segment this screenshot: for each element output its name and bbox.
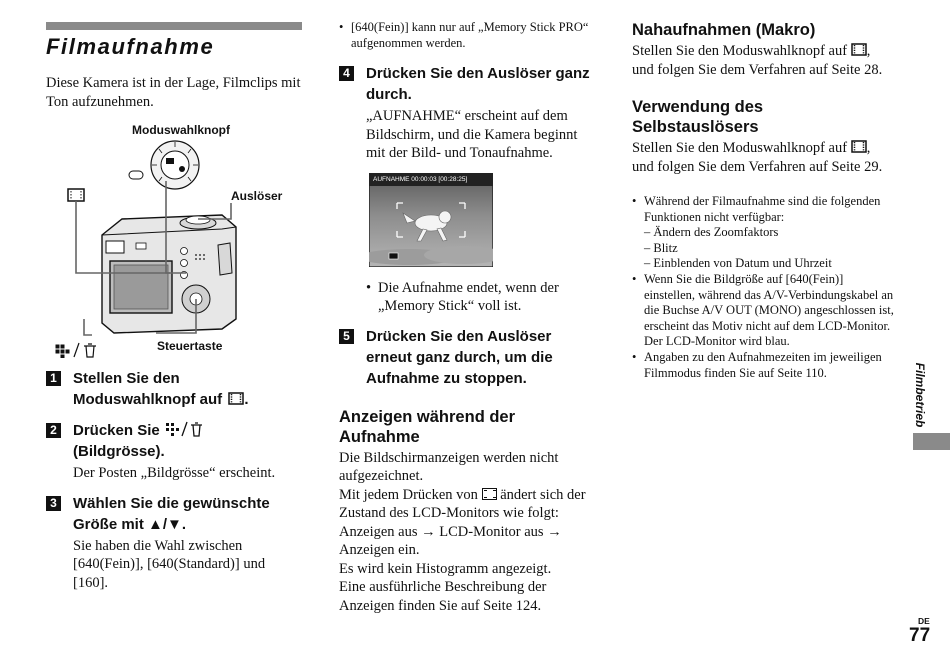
note-item: • Wenn Sie die Bildgröße auf [640(Fein)] einstellen, während das A/V-Verbindungskabel an die Buchse A/V OUT (MONO) angeschlossen ist, erscheint das Motiv nicht auf dem LCD-Monitor. Der LCD-Monitor wird blau. [632,272,894,350]
timer-text: Stellen Sie den Moduswahlknopf auf , und folgen Sie dem Verfahren auf Seite 29. [632,140,883,175]
step-body: Sie haben die Wahl zwischen [640(Fein)], [640(Standard)] und [160]. [73,537,266,591]
camera-figure [46,123,302,358]
note-item: • Während der Filmaufnahme sind die folgenden Funktionen nicht verfügbar: – Ändern des Zoomfaktors – Blitz – Einblenden von Datum und Uhrzeit [632,194,894,272]
label-control: Steuertaste [157,339,223,353]
step-2 [46,420,302,483]
step-body: „AUFNAHME“ erscheint auf dem Bildschirm, und die Kamera beginnt mit der Bild- und Tonaufnahme. [366,108,578,162]
heading-macro: Nahaufnahmen (Makro) [632,21,816,39]
column-right [632,20,894,381]
movie-mode-icon [851,140,867,153]
step-3 [46,493,302,593]
step-title: Drücken Sie den Auslöser erneut ganz durch, um die Aufnahme zu stoppen. [366,327,553,387]
step4-note-list [339,279,597,316]
step-number: 1 [46,371,61,386]
paragraph: Mit jedem Drücken von ändert sich der Zustand des LCD-Monitors wie folgt: [339,486,586,522]
label-mode-dial: Moduswahlknopf [132,123,230,137]
paragraph: Anzeigen aus → LCD-Monitor aus → Anzeigen ein. [339,523,562,559]
step-title: Stellen Sie den Moduswahlknopf auf . [73,370,249,408]
page-language: DE [918,616,930,626]
dash-item: – Ändern des Zoomfaktors [644,225,779,240]
note-item: • Die Aufnahme endet, wenn der „Memory Stick“ voll ist. [366,279,597,316]
paragraph: Eine ausführliche Beschreibung der Anzeigen finden Sie auf Seite 124. [339,579,547,614]
lcd-preview [369,173,493,267]
page-number: 77 [909,625,931,646]
step-number: 3 [46,496,61,511]
paragraph: Es wird kein Histogramm angezeigt. [339,560,552,577]
step-4 [339,63,597,316]
display-section [339,449,597,616]
step-number: 5 [339,329,354,344]
section-tab-label: Filmbetrieb [913,362,927,428]
movie-mode-icon [851,43,867,56]
page-title: Filmaufnahme [46,34,215,59]
intro-text: Diese Kamera ist in der Lage, Filmclips mit Ton aufzunehmen. [46,75,301,110]
column-left [46,22,302,592]
lcd-scene [369,173,493,267]
heading-self-timer: Verwendung des Selbstauslösers [632,98,764,136]
column-middle [339,20,597,615]
step-title: Wählen Sie die gewünschte Größe mit ▲/▼. [73,494,270,533]
camera-drawing [46,123,302,358]
lcd-status-text: AUFNAHME 00:00:03 [00:28:25] [373,175,468,183]
step-title: Drücken Sie (Bildgrösse). [73,420,204,462]
step-5 [339,326,597,389]
section-tab [913,433,950,450]
heading-display: Anzeigen während der Aufnahme [339,407,516,446]
notes-list [632,194,894,381]
note-item: • [640(Fein)] kann nur auf „Memory Stick PRO“ aufgenommen werden. [339,20,597,51]
dash-item: – Einblenden von Datum und Uhrzeit [644,256,832,271]
paragraph: Die Bildschirmanzeigen werden nicht aufgezeichnet. [339,449,559,485]
step-1 [46,368,302,410]
screen-toggle-icon [68,189,84,201]
step-title: Drücken Sie den Auslöser ganz durch. [366,65,590,104]
note-item: • Angaben zu den Aufnahmezeiten im jeweiligen Filmmodus finden Sie auf Seite 110. [632,350,894,381]
step-number: 2 [46,423,61,438]
label-shutter: Auslöser [231,189,283,203]
macro-text: Stellen Sie den Moduswahlknopf auf , und folgen Sie dem Verfahren auf Seite 28. [632,43,883,78]
image-size-delete-icon [164,421,204,437]
movie-mode-icon [228,392,244,405]
step-number: 4 [339,66,354,81]
dash-item: – Blitz [644,240,678,255]
step-body: Der Posten „Bildgrösse“ erscheint. [73,465,276,481]
mode-dial-icon [151,141,199,189]
screen-toggle-icon [482,488,497,500]
image-size-delete-icon [56,343,96,358]
title-rule [46,22,302,30]
note-list [339,20,597,51]
camera-body-icon [102,215,236,333]
